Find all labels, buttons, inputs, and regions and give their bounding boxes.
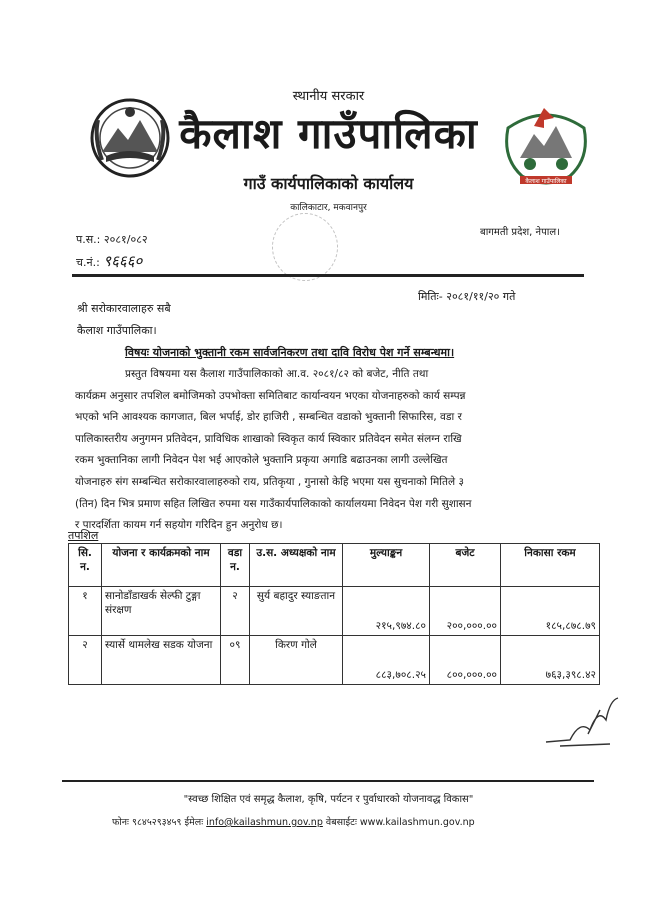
cn-label: च.नं.:: [76, 256, 100, 269]
cell-name: स्यार्से थामलेख सडक योजना: [102, 636, 221, 685]
province-label: बागमती प्रदेश, नेपाल।: [480, 227, 560, 238]
website-label: वेबसाईटः: [325, 817, 357, 828]
header-name: योजना र कार्यक्रमको नाम: [102, 544, 221, 587]
cell-release: ७६३,३९८.४२: [501, 636, 600, 685]
cell-ward: २: [221, 587, 250, 636]
body-line: योजनाहरु संग सम्बन्धित सरोकारवालाहरुको राय, प्रतिकृया , गुनासो केहि भएमा यस सुचनाको मितिले ३: [75, 475, 464, 488]
government-label: स्थानीय सरकार: [292, 89, 365, 104]
body-line: कार्यक्रम अनुसार तपशिल बमोजिमको उपभोक्ता समितिबाट कार्यान्वयन भएका योजनाहरुको कार्य सम्पन्न: [75, 389, 466, 402]
header-budget: बजेट: [430, 544, 501, 587]
reference-cn: [76, 251, 142, 271]
table-row: [69, 636, 600, 685]
body-line: प्रस्तुत विषयमा यस कैलाश गाउँपालिकाको आ.व. २०८१/८२ को बजेट, नीति तथा: [125, 368, 429, 380]
website-link[interactable]: www.kailashmun.gov.np: [359, 817, 475, 828]
header-divider: [72, 274, 584, 277]
office-name: गाउँ कार्यपालिकाको कार्यालय: [243, 174, 414, 193]
reference-ps: [76, 232, 148, 247]
header-chair: उ.स. अध्यक्षको नाम: [250, 544, 343, 587]
header-release: निकासा रकम: [501, 544, 600, 587]
recipient-line-2: कैलाश गाउँपालिका।: [77, 324, 157, 337]
cell-sn: २: [69, 636, 102, 685]
header-valuation: मुल्याङ्कन: [343, 544, 430, 587]
signature: [540, 690, 630, 750]
emblem-right-text: कैलाश गाउँपालिका: [525, 178, 567, 185]
body-line: पालिकास्तरीय अनुगमन प्रतिवेदन, प्राविधिक शाखाको स्विकृत कार्य स्विकार प्रतिवेदन समेत संलग्न राखि: [75, 432, 462, 445]
office-stamp: [272, 213, 338, 281]
cell-chair: सुर्य बहादुर स्याङतान: [250, 587, 343, 636]
footer-divider: [62, 780, 594, 782]
letter-date: मितिः- २०८१/११/२० गते: [418, 290, 516, 303]
header-ward: वडा न.: [221, 544, 250, 587]
table-header-row: [69, 544, 600, 587]
municipality-name: कैलाश गाउँपालिका: [179, 109, 478, 158]
cell-valuation: ८८३,७०८.२५: [343, 636, 430, 685]
email-link[interactable]: info@kailashmun.gov.np: [206, 817, 323, 828]
cell-valuation: २१५,९७४.८०: [343, 587, 430, 636]
cn-value: ९६६६०: [103, 252, 143, 270]
cell-release: १८५,८७८.७९: [501, 587, 600, 636]
cell-chair: किरण गोले: [250, 636, 343, 685]
office-address: कालिकाटार, मकवानपुर: [290, 203, 367, 213]
letter-subject: विषयः योजनाको भुक्तानी रकम सार्वजनिकरण तथा दावि विरोध पेश गर्ने सम्बन्धमा।: [125, 346, 455, 359]
phone-label: फोनः: [112, 817, 129, 828]
body-line: भएको भनि आवश्यक कागजात, बिल भर्पाई, डोर हाजिरी , सम्बन्धित वडाको भुक्तानी सिफारिस, वडा र: [75, 411, 462, 424]
ps-value: २०८१/०८२: [103, 233, 148, 246]
details-table: [68, 543, 600, 685]
cell-ward: ०९: [221, 636, 250, 685]
letter-body: [75, 364, 583, 537]
table-row: [69, 587, 600, 636]
body-line: र पारदर्शिता कायम गर्न सहयोग गरिदिन हुन अनुरोध छ।: [75, 519, 283, 532]
body-line: (तिन) दिन भित्र प्रमाण सहित लिखित रुपमा यस गाउँकार्यपालिकाको कार्यालयमा निवेदन पेश गरी सुशासन: [75, 497, 472, 510]
body-line: रकम भुक्तानिका लागी निवेदन पेश भई आएकोले भुक्तानि प्रकृया अगाडि बढाउनका लागी उल्लेखित: [75, 454, 448, 467]
footer-slogan: "स्वच्छ शिक्षित एवं समृद्ध कैलाश, कृषि, पर्यटन र पुर्वाधारको योजनावद्ध विकास": [183, 794, 474, 805]
cell-sn: १: [69, 587, 102, 636]
footer-contact: [112, 815, 475, 828]
header-sn: सि. न.: [69, 544, 102, 587]
cell-budget: २००,०००.००: [430, 587, 501, 636]
phone-value: ९८४५२९३४५९: [132, 817, 182, 828]
ps-label: प.स.:: [76, 233, 101, 246]
email-label: ईमेलः: [184, 817, 204, 828]
recipient-line-1: श्री सरोकारवालाहरु सबै: [77, 302, 171, 315]
table-label: तपशिल: [68, 529, 99, 542]
cell-name: सानोडाँडाखर्क सेल्फी टुङ्गा संरक्षण: [102, 587, 221, 636]
cell-budget: ८००,०००.००: [430, 636, 501, 685]
